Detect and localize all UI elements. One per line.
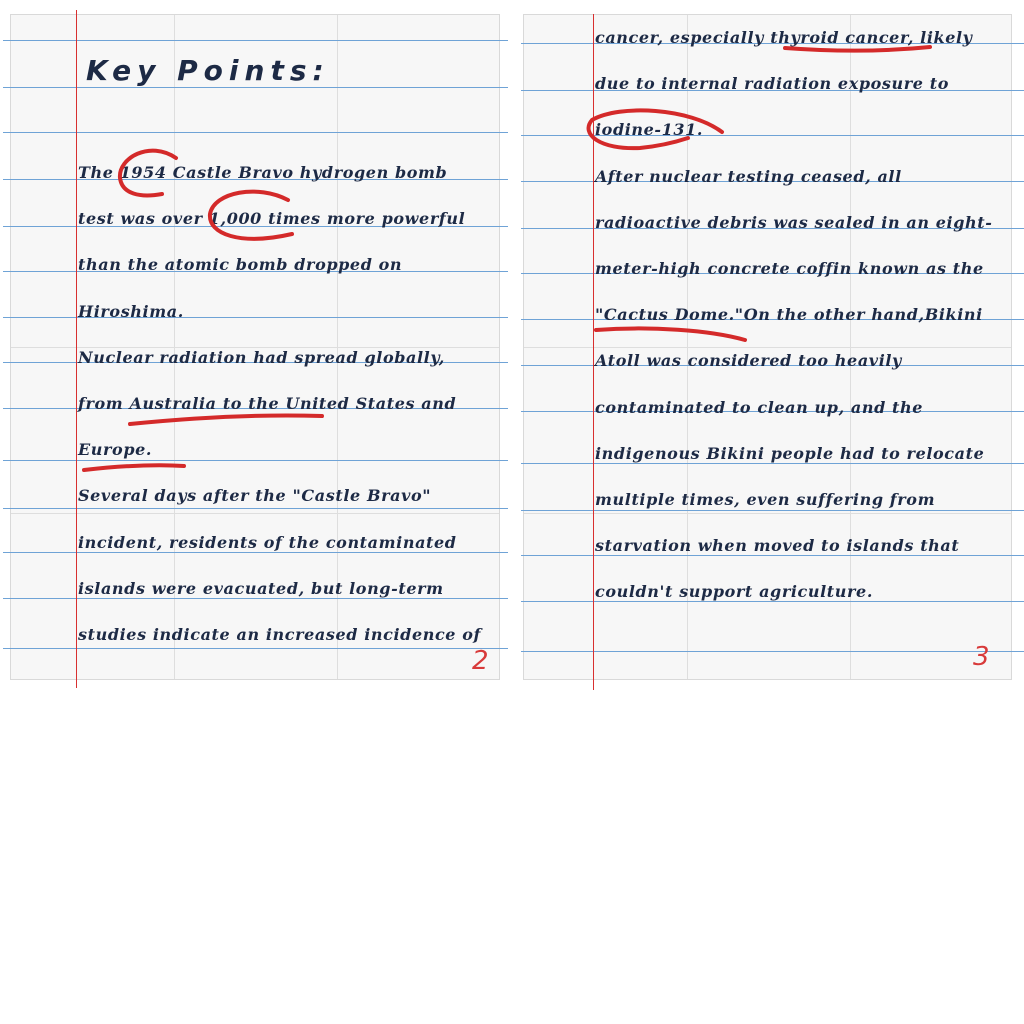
ruled-line [3, 40, 508, 41]
text-line: meter-high concrete coffin known as the [595, 259, 984, 278]
text-line: "Cactus Dome."On the other hand,Bikini [595, 305, 983, 325]
text-line: starvation when moved to islands that [595, 536, 960, 556]
text-line: due to internal radiation exposure to [595, 74, 949, 94]
text-line: than the atomic bomb dropped on [78, 255, 403, 275]
text-line: indigenous Bikini people had to relocate [595, 443, 985, 463]
text-line: The 1954 Castle Bravo hydrogen bomb [78, 163, 448, 182]
text-line: from Australia to the United States and [78, 394, 457, 413]
text-line: radioactive debris was sealed in an eight- [595, 212, 993, 232]
text-line: iodine-131. [595, 120, 704, 140]
text-line: After nuclear testing ceased, all [595, 166, 902, 186]
text-line: cancer, especially thyroid cancer, likely [595, 28, 973, 47]
margin-line-right [593, 14, 594, 690]
ruled-line [3, 132, 508, 133]
ruled-line [521, 651, 1024, 652]
page-number-right: 3 [973, 642, 990, 672]
text-line: incident, residents of the contaminated [78, 532, 457, 552]
text-line: Atoll was considered too heavily [595, 351, 902, 371]
text-line: islands were evacuated, but long-term [78, 578, 444, 598]
text-line: test was over 1,000 times more powerful [78, 209, 466, 229]
ruled-line [3, 87, 508, 88]
text-line: contaminated to clean up, and the [595, 397, 924, 417]
text-line: studies indicate an increased incidence of [78, 625, 482, 644]
text-line: couldn't support agriculture. [595, 582, 874, 602]
text-line: Europe. [78, 440, 153, 460]
text-line: multiple times, even suffering from [595, 490, 936, 509]
margin-line-left [76, 10, 77, 688]
page-number-left: 2 [472, 646, 489, 676]
page-title: Key Points: [86, 54, 330, 87]
text-line: Nuclear radiation had spread globally, [78, 347, 445, 367]
text-line: Hiroshima. [78, 301, 184, 321]
text-line: Several days after the "Castle Bravo" [78, 486, 432, 506]
